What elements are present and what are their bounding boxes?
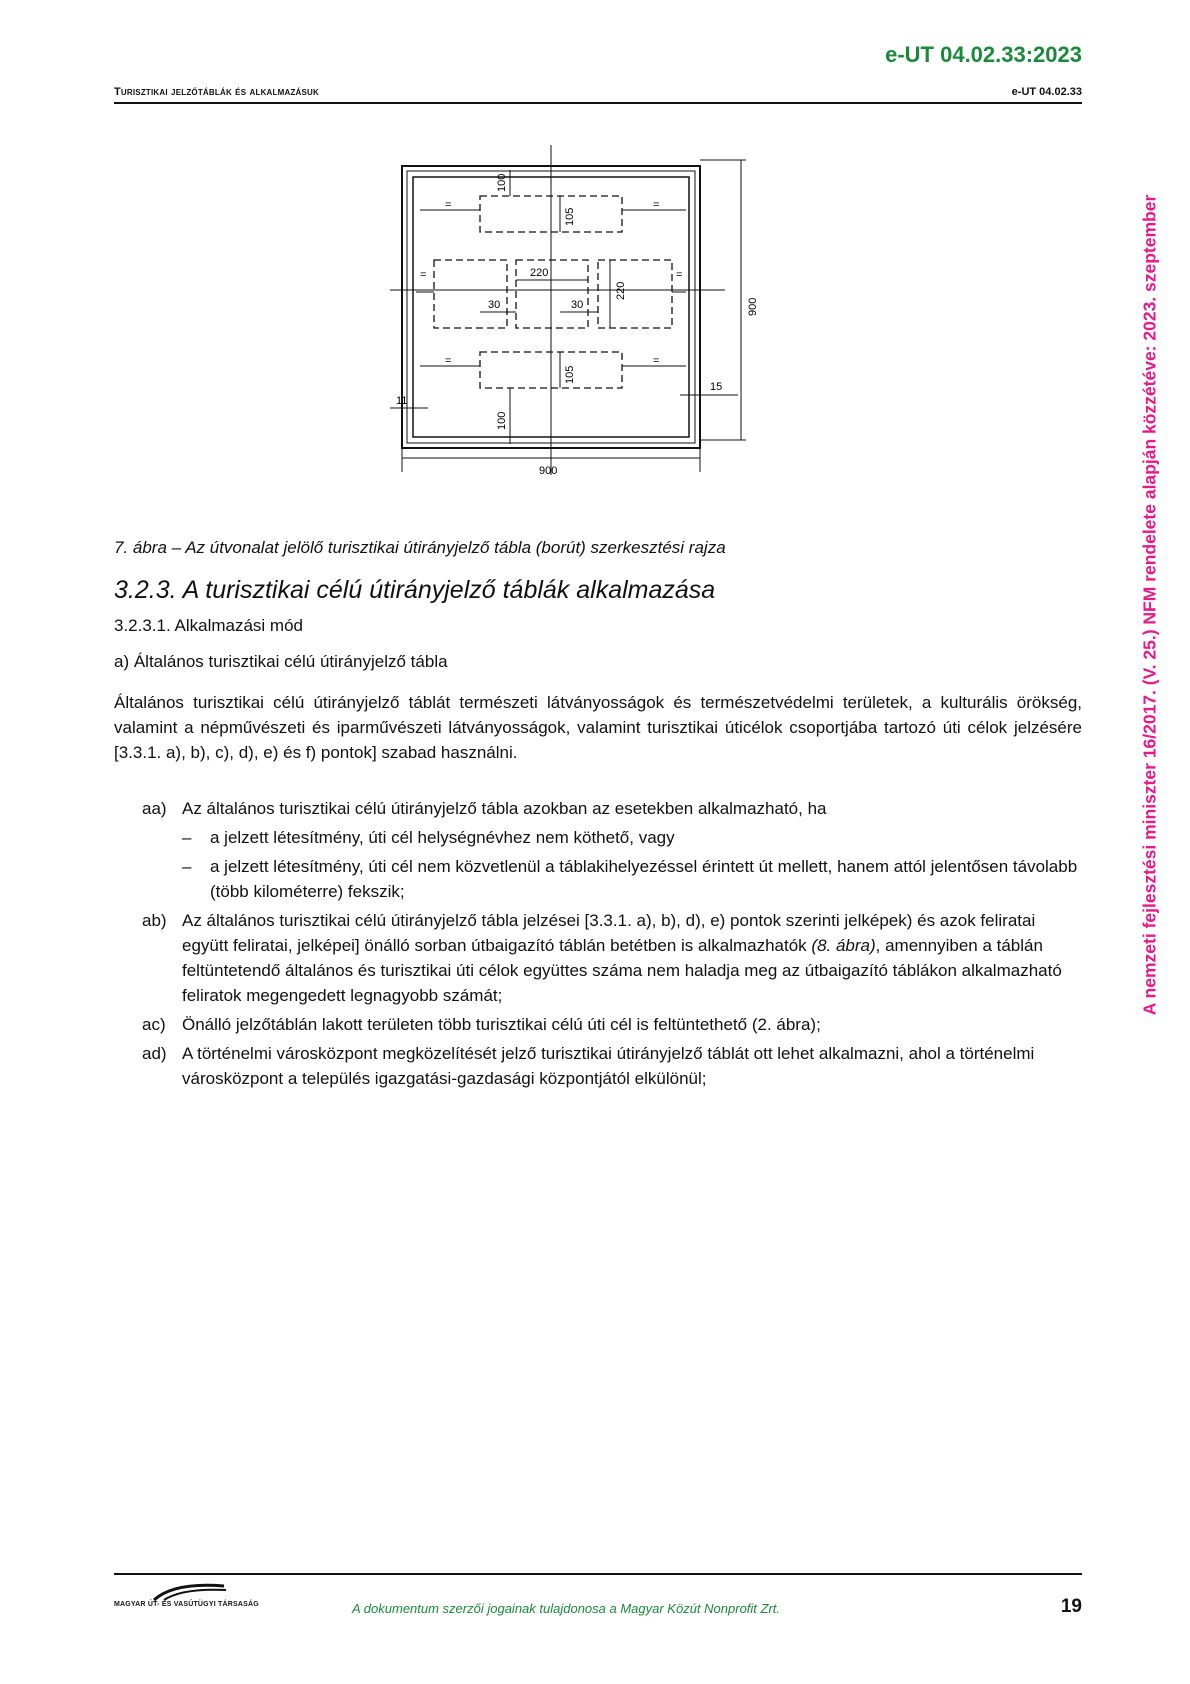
dim-900-horizontal: 900	[539, 465, 558, 477]
list-item-label: ad)	[142, 1044, 167, 1063]
dim-100-top: 100	[496, 173, 508, 192]
document-code-stamp: e-UT 04.02.33:2023	[885, 42, 1082, 67]
list-item	[114, 796, 1082, 821]
list-item-text: A történelmi városközpont megközelítését jelző turisztikai útirányjelző táblát ott lehet alkalmazni, ahol a történelmi városközpont a település igazgatási-gazdasági központjától elkülönül;	[182, 1044, 1035, 1088]
intro-paragraph: Általános turisztikai célú útirányjelző táblát természeti látványosságok és természetvédelmi területek, a kulturális örökség, valamint a népművészeti és iparművészeti látványosságok, valamint turisztikai úticélok csoportjába tartozó úti célok jelzésére [3.3.1. a), b), c), d), e) és f) pontok] szabad használni.	[114, 693, 1082, 762]
dim-900-vertical: 900	[747, 297, 759, 316]
list-item-text: Az általános turisztikai célú útirányjelző tábla azokban az esetekben alkalmazható, ha	[182, 799, 827, 818]
dim-eq-bottom-left: =	[445, 355, 452, 367]
list-item	[114, 1012, 1082, 1037]
footer-rule	[114, 1573, 1082, 1575]
side-note-text: A nemzeti fejlesztési miniszter 16/2017. (V. 25.) NFM rendelete alapján közzétéve: 2023. szeptember	[1139, 194, 1160, 1016]
center-axes	[390, 145, 725, 475]
dim-220-horizontal: 220	[530, 267, 549, 279]
list-item-label: ac)	[142, 1015, 166, 1034]
dimension-lines	[390, 160, 746, 472]
construction-drawing	[380, 140, 840, 520]
copyright-notice: A dokumentum szerzői jogainak tulajdonosa a Magyar Közút Nonprofit Zrt.	[352, 1601, 781, 1616]
dim-eq-top-right: =	[653, 199, 660, 211]
dim-eq-top-left: =	[445, 199, 452, 211]
rules-list	[114, 796, 1082, 1095]
dashed-placeholders	[434, 196, 672, 388]
list-subitem-text: a jelzett létesítmény, úti cél nem közvetlenül a táblakihelyezéssel érintett út mellett, hanem attól jelentősen távolabb (több kilométerre) fekszik;	[210, 857, 1078, 901]
list-item	[114, 1041, 1082, 1091]
list-item-text: Önálló jelzőtáblán lakott területen több turisztikai célú úti cél is feltüntethető (2. ábra);	[182, 1015, 821, 1034]
society-logo-icon	[114, 1580, 264, 1614]
running-header	[114, 84, 1082, 104]
dim-30-left: 30	[488, 299, 501, 311]
list-subitem-text: a jelzett létesítmény, úti cél helységnévhez nem köthető, vagy	[210, 828, 675, 847]
list-subitem-dash: –	[182, 828, 192, 847]
list-item-label: aa)	[142, 799, 167, 818]
dim-eq-mid-right: =	[676, 269, 683, 281]
dim-105-top: 105	[564, 207, 576, 226]
list-item	[114, 908, 1082, 1008]
publication-side-note	[1130, 100, 1170, 1110]
figure-caption: 7. ábra – Az útvonalat jelölő turisztikai útirányjelző tábla (borút) szerkesztési rajza	[114, 538, 726, 557]
header-code: e-UT 04.02.33	[1011, 86, 1082, 98]
dim-eq-bottom-right: =	[653, 355, 660, 367]
logo-text: MAGYAR ÚT- ÉS VASÚTÜGYI TÁRSASÁG	[114, 1601, 259, 1608]
dim-100-bottom: 100	[496, 411, 508, 430]
dim-15: 15	[710, 381, 723, 393]
dim-220-vertical: 220	[615, 281, 627, 300]
dim-30-right: 30	[571, 299, 584, 311]
list-subitem	[114, 854, 1082, 904]
list-item-text-part: Az általános turisztikai célú útirányjelző tábla jelzései [3.3.1. a), b), d), e) pontok szerinti jelképek) és azok feliratai együtt feliratai, jelképei] önálló sorban útbaigazító táblán betétben is alkalmazhatók	[182, 911, 1036, 955]
dim-105-bottom: 105	[564, 365, 576, 384]
list-subitem-dash: –	[182, 857, 192, 876]
figure-reference: (8. ábra)	[811, 936, 876, 955]
header-title: Turisztikai jelzőtáblák és alkalmazásuk	[114, 86, 320, 98]
section-heading: 3.2.3. A turisztikai célú útirányjelző táblák alkalmazása	[114, 576, 716, 604]
list-item-text-part: , amennyiben a táblán feltüntetendő általános és turisztikai úti célok együttes száma nem haladja meg az útbaigazító táblákon alkalmazható feliratok megengedett legnagyobb számát;	[182, 936, 1062, 1005]
dim-eq-mid-left: =	[420, 269, 427, 281]
item-heading: a) Általános turisztikai célú útirányjelző tábla	[114, 652, 448, 671]
list-item-text	[182, 911, 1062, 1005]
subsection-heading: 3.2.3.1. Alkalmazási mód	[114, 616, 303, 635]
page-number: 19	[1060, 1596, 1082, 1617]
list-item-label: ab)	[142, 911, 167, 930]
list-subitem	[114, 825, 1082, 850]
dim-11: 11	[396, 395, 408, 407]
